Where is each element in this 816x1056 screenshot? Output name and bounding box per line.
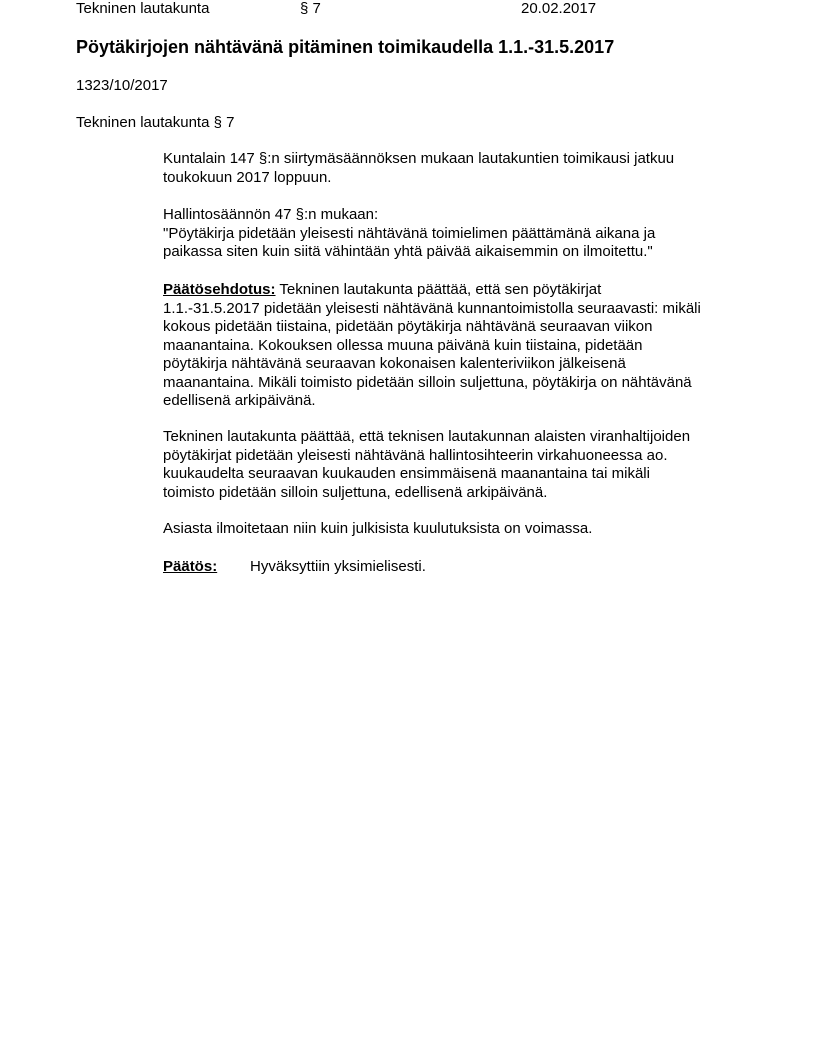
paragraph-officials-minutes [163,428,690,502]
text-line: maanantaina. Mikäli toimisto pidetään silloin suljettuna, pöytäkirja on nähtävänä [163,373,692,391]
header-date: 20.02.2017 [521,0,597,17]
case-number: 1323/10/2017 [76,77,168,94]
text-line: kokous pidetään tiistaina, pidetään pöytäkirja nähtävänä seuraavan viikon [163,318,653,335]
meeting-reference: Tekninen lautakunta § 7 [76,114,235,131]
text-line: Tekninen lautakunta päättää, että teknisen lautakunnan alaisten viranhaltijoiden [163,428,691,445]
text-line: edellisenä arkipäivänä. [163,392,316,409]
paragraph-transition-rule [163,150,674,187]
proposal-label: Päätösehdotus: [163,281,276,298]
text-line: toukokuun 2017 loppuun. [163,168,332,186]
text-line: toimisto pidetään silloin suljettuna, edellisenä arkipäivänä. [163,483,548,501]
text-line: Kuntalain 147 §:n siirtymäsäännöksen mukaan lautakuntien toimikausi jatkuu [163,150,675,167]
text-line: "Pöytäkirja pidetään yleisesti nähtävänä toimielimen päättämänä aikana ja [163,224,656,242]
text-line: pöytäkirja nähtävänä seuraavan kokonaisen kalenteriviikon jälkeisenä [163,355,626,372]
paragraph-announcement: Asiasta ilmoitetaan niin kuin julkisista kuulutuksista on voimassa. [163,520,593,537]
paragraph-administrative-rule [163,206,655,262]
text-line: kuukaudelta seuraavan kuukauden ensimmäisenä maanantaina tai mikäli [163,465,650,482]
page-title: Pöytäkirjojen nähtävänä pitäminen toimikaudella 1.1.-31.5.2017 [76,37,615,57]
decision-proposal [163,281,701,411]
header-section: § 7 [300,0,321,17]
header-committee: Tekninen lautakunta [76,0,210,17]
decision-text: Hyväksyttiin yksimielisesti. [250,558,426,575]
text-line: maanantaina. Kokouksen ollessa muuna päivänä kuin tiistaina, pidetään [163,336,643,354]
text-line: paikassa siten kuin siitä vähintään yhtä päivää aikaisemmin on ilmoitettu." [163,243,653,260]
decision-label: Päätös: [163,558,218,575]
text-line: Hallintosäännön 47 §:n mukaan: [163,206,379,223]
text-line: 1.1.-31.5.2017 pidetään yleisesti nähtävänä kunnantoimistolla seuraavasti: mikäli [163,299,701,317]
text-line: Tekninen lautakunta päättää, että sen pöytäkirjat [275,281,602,298]
text-line: pöytäkirjat pidetään yleisesti nähtävänä hallintosihteerin virkahuoneessa ao. [163,446,668,464]
